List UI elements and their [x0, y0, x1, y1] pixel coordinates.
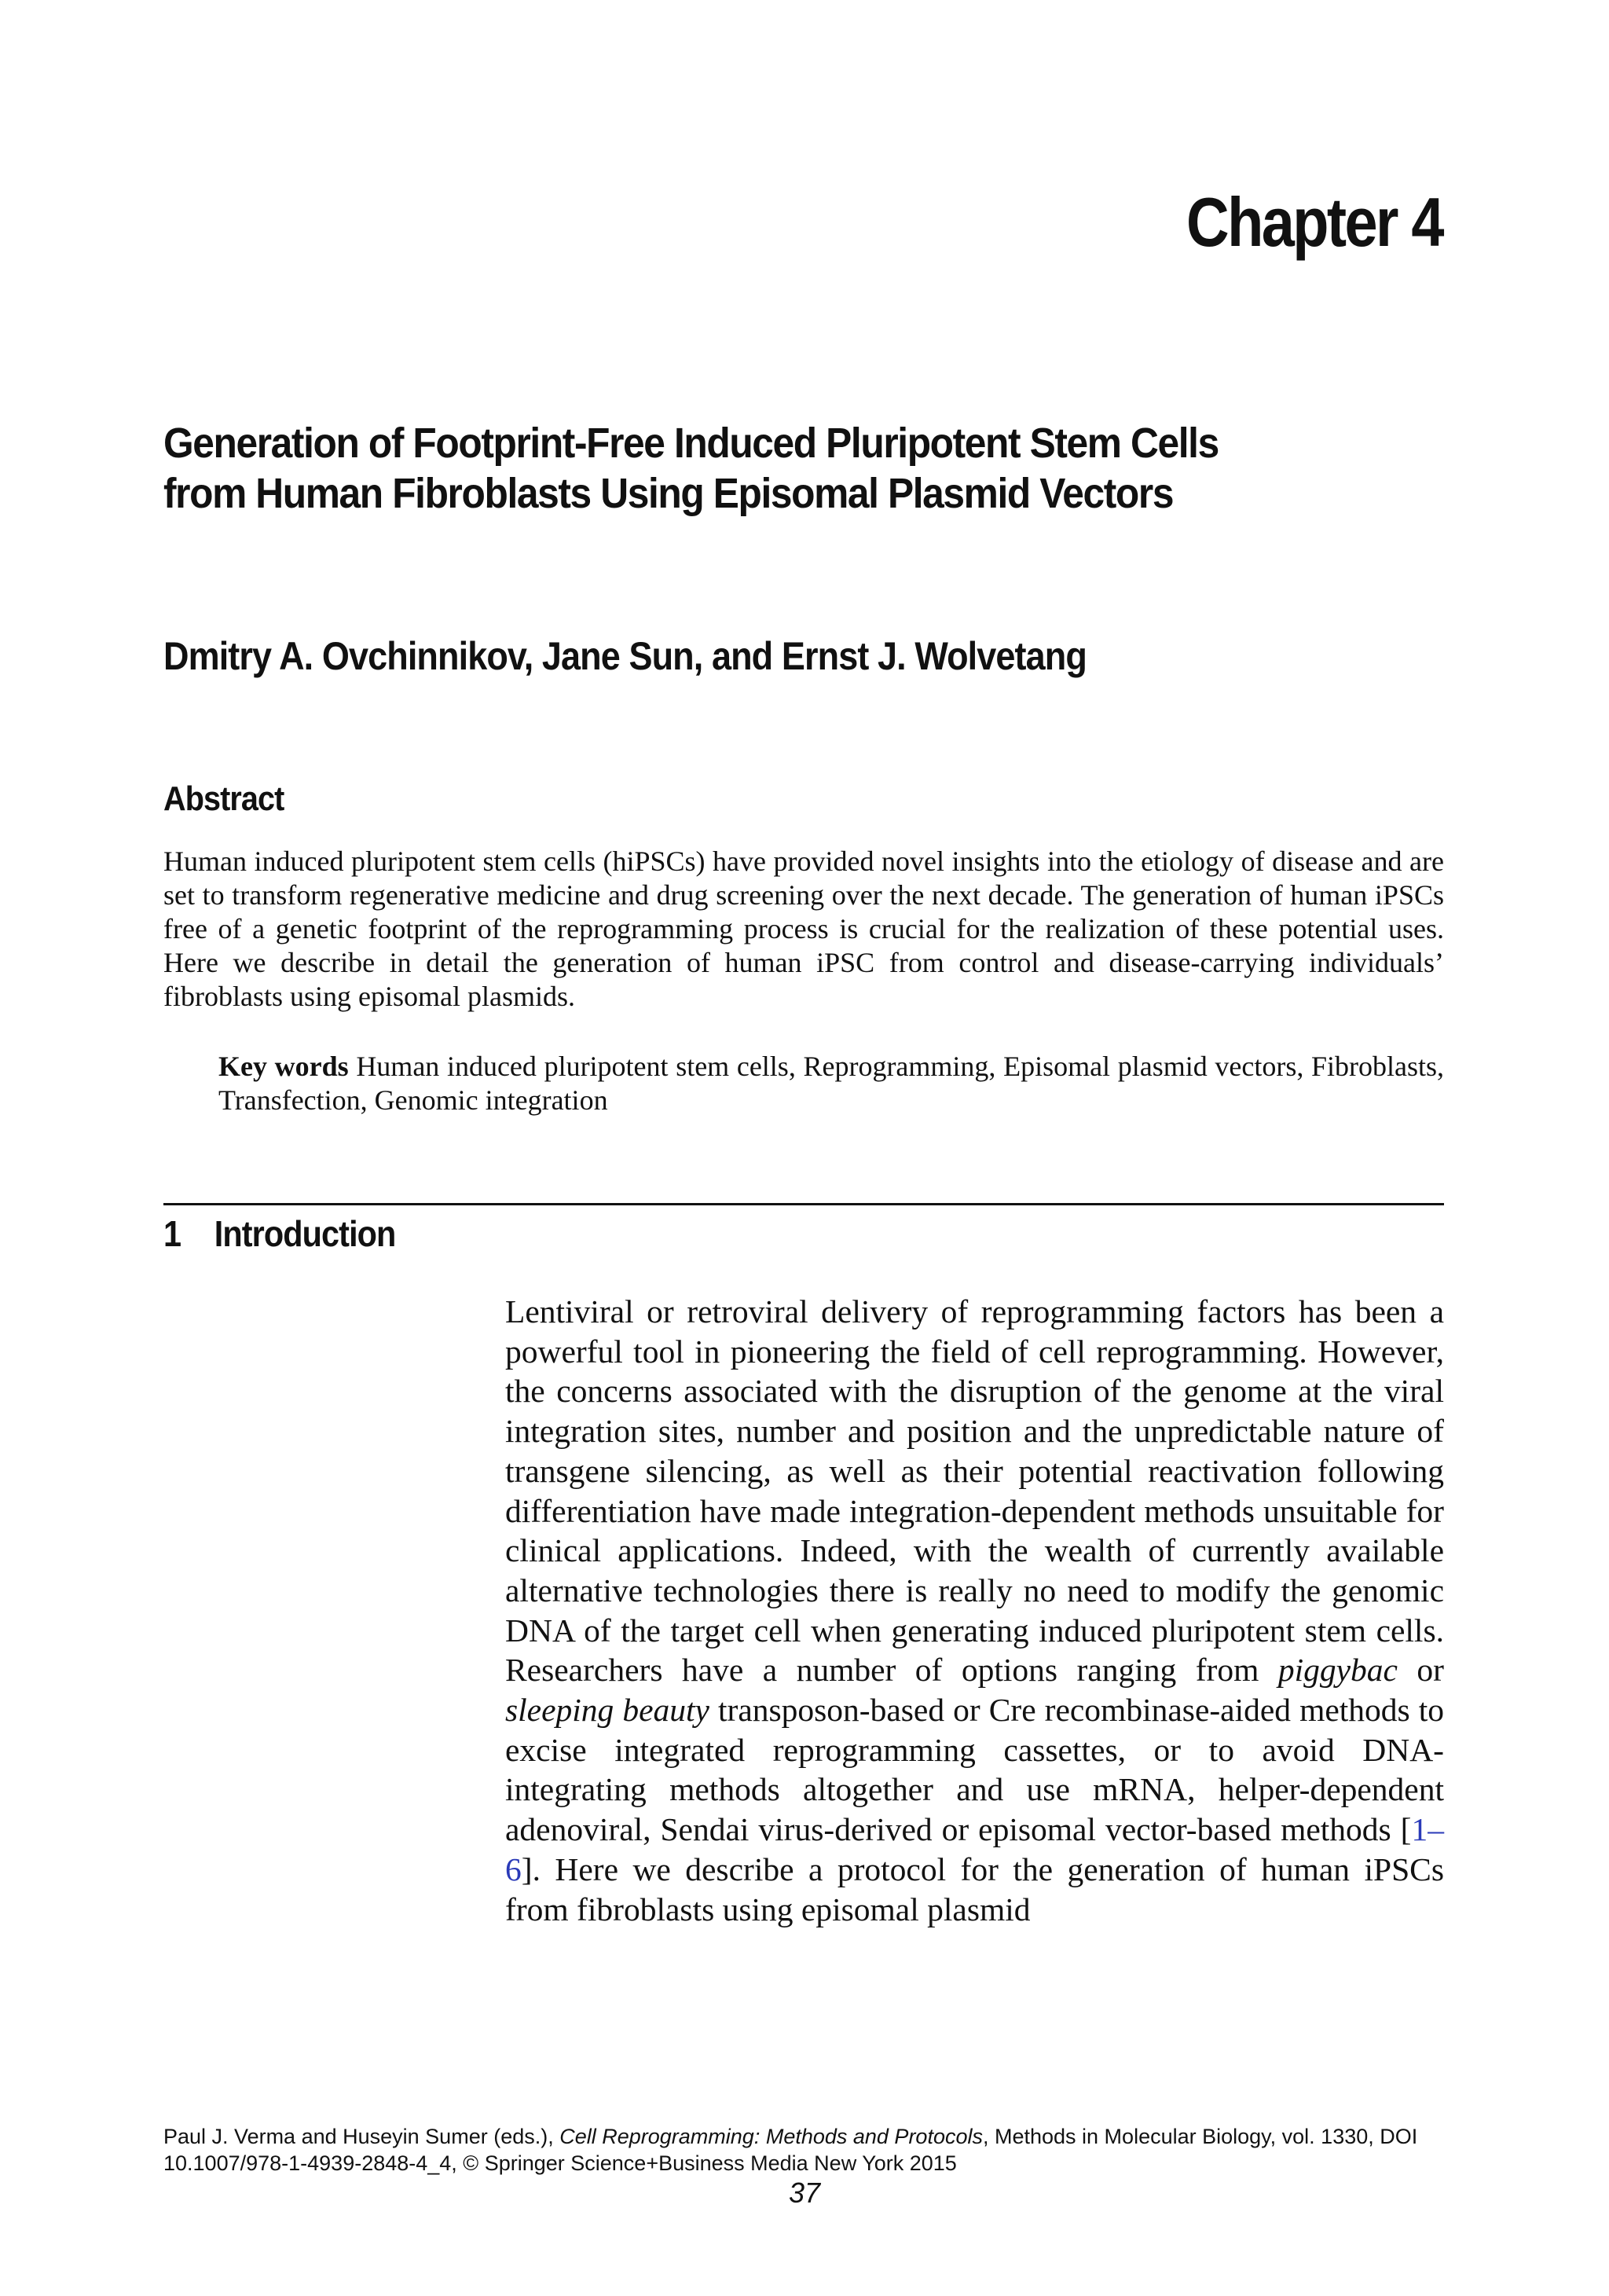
section-number: 1: [163, 1213, 181, 1254]
section-title: Introduction: [214, 1213, 396, 1254]
footnote-book-title: Cell Reprogramming: Methods and Protocols: [559, 2125, 983, 2148]
citation-link-1[interactable]: 1: [1411, 1811, 1428, 1848]
abstract-body: Human induced pluripotent stem cells (hiPSCs) have provided novel insights into the etiology of disease and are set to transform regenerative medicine and drug screening over the next decade. The generation of human iPSCs free of a genetic footprint of the reprogramming process is crucial for the realization of these potential uses. Here we describe in detail the generation of human iPSC from control and disease-carrying individuals’ fibroblasts using episomal plasmids.: [163, 845, 1444, 1012]
intro-text-4: ]. Here we describe a protocol for the generation of human iPSCs from fibroblasts using episomal plasmid: [505, 1850, 1444, 1927]
introduction-body: [505, 1292, 1444, 1929]
intro-italic-piggybac: piggybac: [1277, 1652, 1398, 1689]
intro-text-2: or: [1397, 1652, 1444, 1689]
citation-range-dash: –: [1428, 1811, 1444, 1848]
page-number: 37: [788, 2177, 821, 2209]
keywords-label: Key words: [218, 1051, 349, 1082]
chapter-label: Chapter 4: [1186, 183, 1442, 261]
section-divider: [163, 1203, 1444, 1205]
keywords: [218, 1050, 1444, 1117]
chapter-title: Generation of Footprint-Free Induced Pluripotent Stem Cells from Human Fibroblasts Using Episomal Plasmid Vectors: [163, 420, 1219, 517]
keywords-list: Human induced pluripotent stem cells, Reprogramming, Episomal plasmid vectors, Fibroblasts, Transfection, Genomic integration: [218, 1051, 1444, 1116]
footnote-editors: Paul J. Verma and Huseyin Sumer (eds.),: [163, 2125, 560, 2148]
abstract-heading: Abstract: [163, 779, 284, 818]
footnote-series: , Methods in Molecular Biology, vol. 1330, DOI 10.1007/978-1-4939-2848-4_4, © Springer Science+Business Media New York 2015: [163, 2125, 1418, 2175]
chapter-authors: Dmitry A. Ovchinnikov, Jane Sun, and Ernst J. Wolvetang: [163, 634, 1087, 678]
intro-text-1: Lentiviral or retroviral delivery of reprogramming factors has been a powerful tool in pioneering the field of cell reprogramming. However, the concerns associated with the disruption of the genome at the viral integration sites, number and position and the unpredictable nature of transgene silencing, as well as their potential reactivation following differentiation have made integration-dependent methods unsuitable for clinical applications. Indeed, with the wealth of currently available alternative technologies there is really no need to modify the genomic DNA of the target cell when generating induced pluripotent stem cells. Researchers have a number of options ranging from: [505, 1293, 1444, 1689]
intro-italic-sleeping-beauty: sleeping beauty: [505, 1692, 709, 1729]
intro-text-3: transposon-based or Cre recombinase-aided methods to excise integrated reprogramming cassettes, or to avoid DNA-integrating methods altogether and use mRNA, helper-dependent adenoviral, Sendai virus-derived or episomal vector-based methods [: [505, 1692, 1445, 1848]
citation-link-6[interactable]: 6: [505, 1850, 522, 1887]
section-heading-introduction: [163, 1210, 395, 1257]
footnote: [163, 2123, 1452, 2177]
